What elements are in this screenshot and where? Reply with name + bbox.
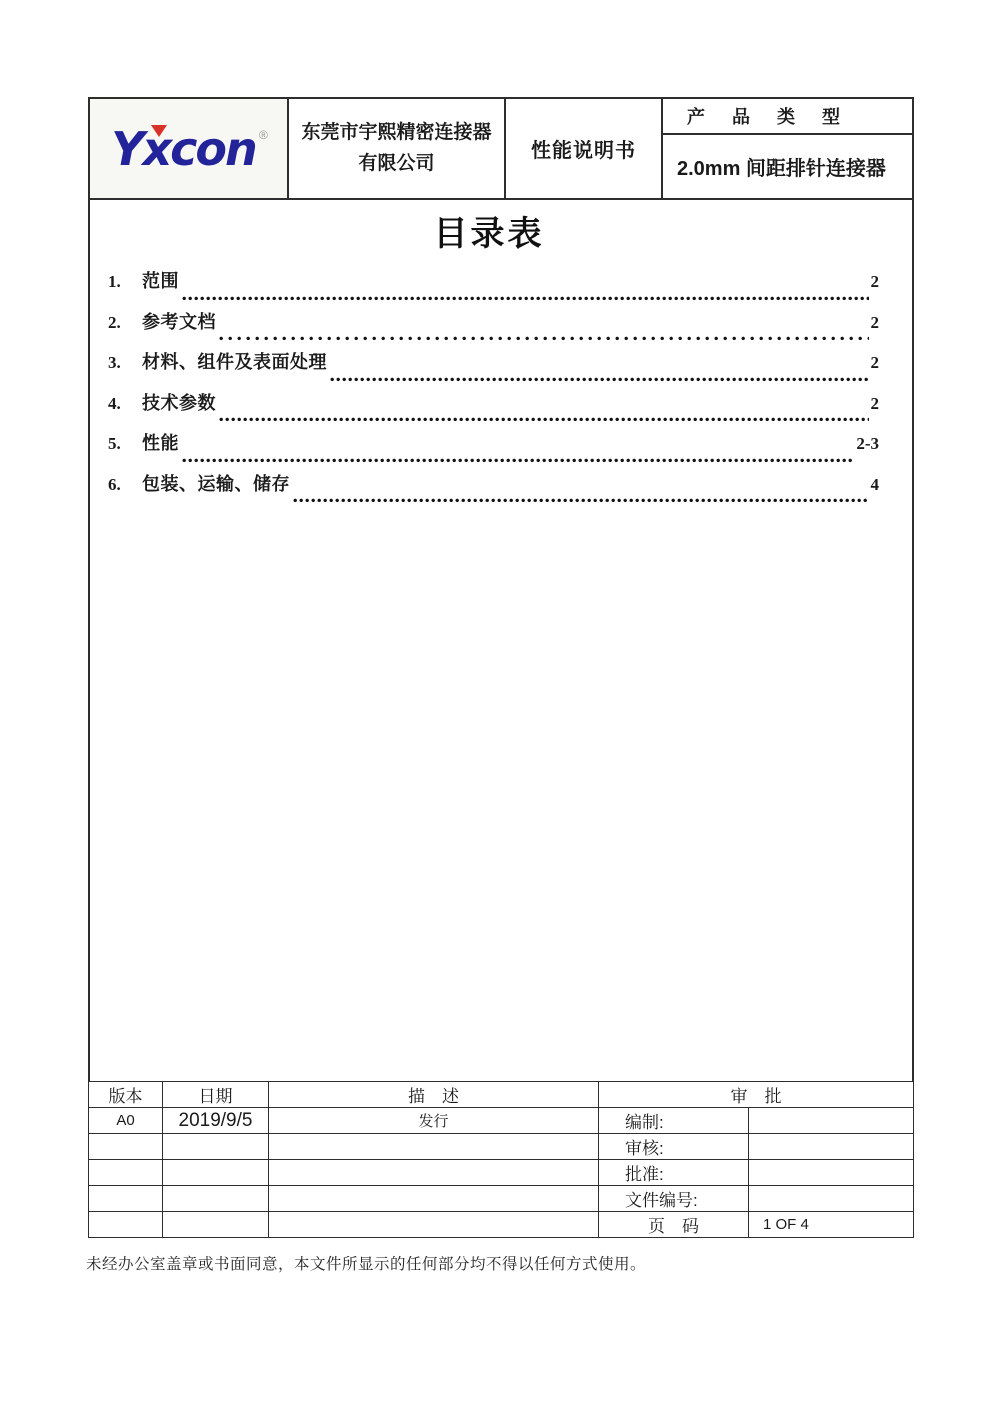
toc-item-packaging <box>99 470 879 511</box>
page-number-value-cell: 1 OF 4 <box>749 1212 914 1238</box>
toc-item-performance <box>99 429 879 470</box>
dot-leader <box>182 458 854 463</box>
version-cell: A0 <box>89 1108 163 1134</box>
approval-label-cell: 审核: <box>599 1134 749 1160</box>
version-cell <box>89 1134 163 1160</box>
product-name: 2.0mm 间距排针连接器 <box>677 158 886 180</box>
product-type-cell <box>663 99 912 198</box>
date-header: 日期 <box>163 1082 269 1108</box>
revision-header-row <box>89 1082 914 1108</box>
description-cell: 发行 <box>269 1108 599 1134</box>
approval-header: 审 批 <box>599 1082 914 1108</box>
company-name-line1: 东莞市宇熙精密连接器 <box>301 122 492 144</box>
description-header: 描 述 <box>269 1082 599 1108</box>
registered-trademark-icon: ® <box>258 127 268 142</box>
toc-item-references <box>99 308 879 349</box>
toc-item-label: 技术参数 <box>142 392 216 413</box>
revision-row <box>89 1212 914 1238</box>
dot-leader <box>330 377 869 382</box>
logo-wordmark: Yxcon <box>111 121 256 176</box>
toc-item-label: 包装、运输、储存 <box>142 473 290 494</box>
document-frame <box>88 97 914 1081</box>
toc-item-number: 1. <box>108 272 121 291</box>
toc-item-number: 6. <box>108 474 121 494</box>
toc-item-number: 3. <box>108 353 121 372</box>
dot-leader <box>219 336 869 341</box>
revision-row <box>89 1134 914 1160</box>
toc-item-number: 2. <box>108 312 121 332</box>
toc-item-number: 5. <box>108 434 121 453</box>
confidentiality-note: 未经办公室盖章或书面同意，本文件所显示的任何部分均不得以任何方式使用。 <box>86 1256 647 1273</box>
toc-item-label: 材料、组件及表面处理 <box>142 352 327 372</box>
toc-item-materials <box>99 348 879 389</box>
description-cell <box>269 1186 599 1212</box>
page-number-label-cell: 页 码 <box>599 1212 749 1238</box>
company-name-cell <box>289 99 506 198</box>
toc-title: 目录表 <box>433 216 545 253</box>
approval-value-cell <box>749 1160 914 1186</box>
date-cell: 2019/9/5 <box>163 1108 269 1134</box>
toc-item-label: 范围 <box>142 271 179 291</box>
logo-triangle-icon <box>151 125 167 137</box>
toc-item-label: 参考文档 <box>142 311 216 332</box>
toc-item-page: 2 <box>870 312 879 332</box>
revision-row <box>89 1186 914 1212</box>
logo-cell <box>90 99 289 198</box>
description-cell <box>269 1134 599 1160</box>
revision-row <box>89 1108 914 1134</box>
revision-table <box>88 1081 914 1238</box>
company-name-line2: 有限公司 <box>358 152 435 174</box>
version-cell <box>89 1186 163 1212</box>
toc-item-page: 4 <box>870 474 879 494</box>
description-cell <box>269 1212 599 1238</box>
document-type-cell: 性能说明书 <box>506 99 663 198</box>
toc-item-scope <box>99 267 879 308</box>
dot-leader <box>293 498 869 503</box>
date-cell <box>163 1134 269 1160</box>
toc-item-parameters <box>99 389 879 430</box>
approval-label-cell: 编制: <box>599 1108 749 1134</box>
date-cell <box>163 1212 269 1238</box>
toc-section <box>90 200 912 1079</box>
version-cell <box>89 1160 163 1186</box>
date-cell <box>163 1160 269 1186</box>
dot-leader <box>219 417 869 422</box>
approval-label-cell: 批准: <box>599 1160 749 1186</box>
product-category-label: 产 品 类 型 <box>663 99 912 135</box>
revision-row <box>89 1160 914 1186</box>
toc-item-number: 4. <box>108 393 121 413</box>
description-cell <box>269 1160 599 1186</box>
toc-item-page: 2 <box>870 272 879 291</box>
approval-value-cell <box>749 1186 914 1212</box>
dot-leader <box>182 296 869 301</box>
toc-item-page: 2-3 <box>856 434 879 453</box>
approval-label-cell: 文件编号: <box>599 1186 749 1212</box>
toc-item-page: 2 <box>870 353 879 372</box>
header-table <box>90 99 912 200</box>
version-header: 版本 <box>89 1082 163 1108</box>
date-cell <box>163 1186 269 1212</box>
approval-value-cell <box>749 1108 914 1134</box>
company-logo <box>111 121 268 176</box>
approval-value-cell <box>749 1134 914 1160</box>
toc-item-label: 性能 <box>142 433 179 453</box>
version-cell <box>89 1212 163 1238</box>
toc-item-page: 2 <box>870 393 879 413</box>
